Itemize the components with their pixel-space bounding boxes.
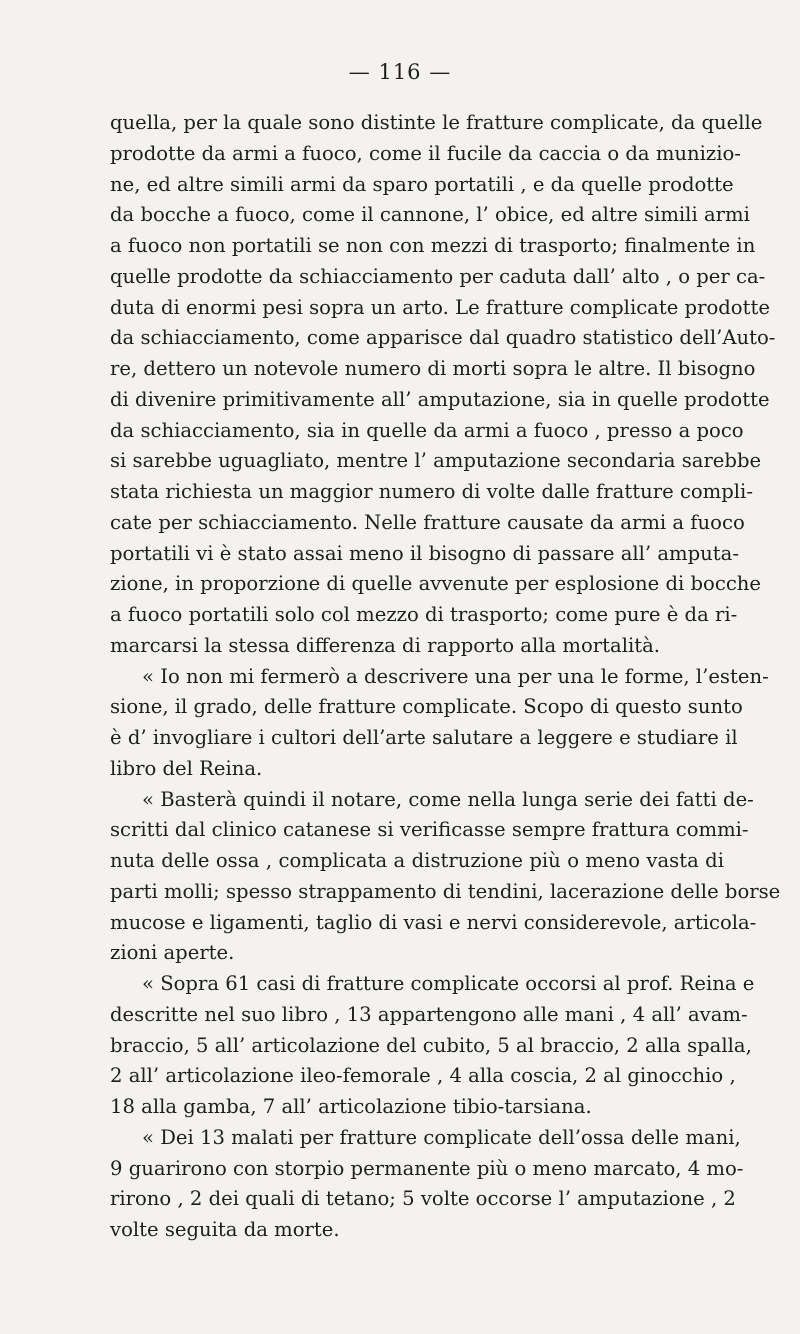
text-line: parti molli; spesso strappamento di tendini, lacerazione delle borse — [110, 879, 781, 903]
text-line: cate per schiacciamento. Nelle fratture causate da armi a fuoco — [110, 510, 745, 534]
text-line: a fuoco portatili solo col mezzo di trasporto; come pure è da ri- — [110, 603, 738, 626]
paragraph — [110, 785, 781, 970]
body-text — [110, 108, 781, 1246]
text-line: braccio, 5 all’ articolazione del cubito, 5 al braccio, 2 alla spalla, — [110, 1033, 752, 1057]
text-line: da bocche a fuoco, come il cannone, l’ obice, ed altre simili armi — [110, 203, 750, 227]
text-line: quelle prodotte da schiacciamento per caduta dall’ alto , o per ca- — [110, 264, 766, 288]
text-line: « Io non mi fermerò a descrivere una per una le forme, l’esten- — [142, 664, 769, 688]
text-line: portatili vi è stato assai meno il bisogno di passare all’ amputa- — [110, 541, 739, 565]
text-line: marcarsi la stessa differenza di rapporto alla mortalità. — [110, 633, 661, 657]
text-line: si sarebbe uguagliato, mentre l’ amputazione secondaria sarebbe — [110, 449, 762, 473]
text-line: descritte nel suo libro , 13 appartengono alle mani , 4 all’ avam- — [110, 1002, 748, 1026]
text-line: re, dettero un notevole numero di morti sopra le altre. Il bisogno — [110, 357, 756, 380]
paragraph — [110, 108, 776, 662]
text-line: 18 alla gamba, 7 all’ articolazione tibio-tarsiana. — [110, 1095, 592, 1118]
text-line: di divenire primitivamente all’ amputazione, sia in quelle prodotte — [110, 387, 770, 411]
text-line: duta di enormi pesi sopra un arto. Le fratture complicate prodotte — [110, 295, 770, 319]
text-line: ne, ed altre simili armi da sparo portatili , e da quelle prodotte — [110, 172, 734, 196]
text-line: quella, per la quale sono distinte le fratture complicate, da quelle — [110, 111, 763, 134]
text-line: « Sopra 61 casi di fratture complicate occorsi al prof. Reina e — [142, 972, 755, 995]
paragraph — [110, 1123, 744, 1246]
text-line: scritti dal clinico catanese si verificasse sempre frattura commi- — [110, 818, 749, 842]
text-line: stata richiesta un maggior numero di volte dalle fratture compli- — [110, 480, 753, 503]
text-line: 2 all’ articolazione ileo-femorale , 4 alla coscia, 2 al ginocchio , — [110, 1064, 736, 1088]
text-line: prodotte da armi a fuoco, come il fucile da caccia o da munizio- — [110, 141, 741, 165]
text-line: da schiacciamento, come apparisce dal quadro statistico dell’Auto- — [110, 326, 776, 350]
text-line: zioni aperte. — [110, 941, 235, 965]
text-line: « Dei 13 malati per fratture complicate dell’ossa delle mani, — [142, 1125, 741, 1149]
text-line: volte seguita da morte. — [110, 1218, 340, 1241]
text-line: libro del Reina. — [110, 756, 263, 780]
text-line: mucose e ligamenti, taglio di vasi e nervi considerevole, articola- — [110, 910, 757, 934]
text-line: zione, in proporzione di quelle avvenute per esplosione di bocche — [110, 572, 762, 596]
text-line: nuta delle ossa , complicata a distruzione più o meno vasta di — [110, 849, 724, 872]
text-line: 9 guarirono con storpio permanente più o meno marcato, 4 mo- — [110, 1156, 744, 1180]
text-line: sione, il grado, delle fratture complicate. Scopo di questo sunto — [110, 695, 743, 719]
text-line: a fuoco non portatili se non con mezzi di trasporto; finalmente in — [110, 234, 756, 257]
text-line: da schiacciamento, sia in quelle da armi a fuoco , presso a poco — [110, 418, 744, 442]
text-line: rirono , 2 dei quali di tetano; 5 volte occorse l’ amputazione , 2 — [110, 1187, 736, 1211]
paragraph — [110, 662, 769, 785]
text-line: « Basterà quindi il notare, come nella lunga serie dei fatti de- — [142, 787, 754, 811]
paragraph — [110, 969, 755, 1123]
text-line: è d’ invogliare i cultori dell’arte salutare a leggere e studiare il — [110, 726, 738, 749]
page-number: — 116 — — [348, 60, 452, 84]
